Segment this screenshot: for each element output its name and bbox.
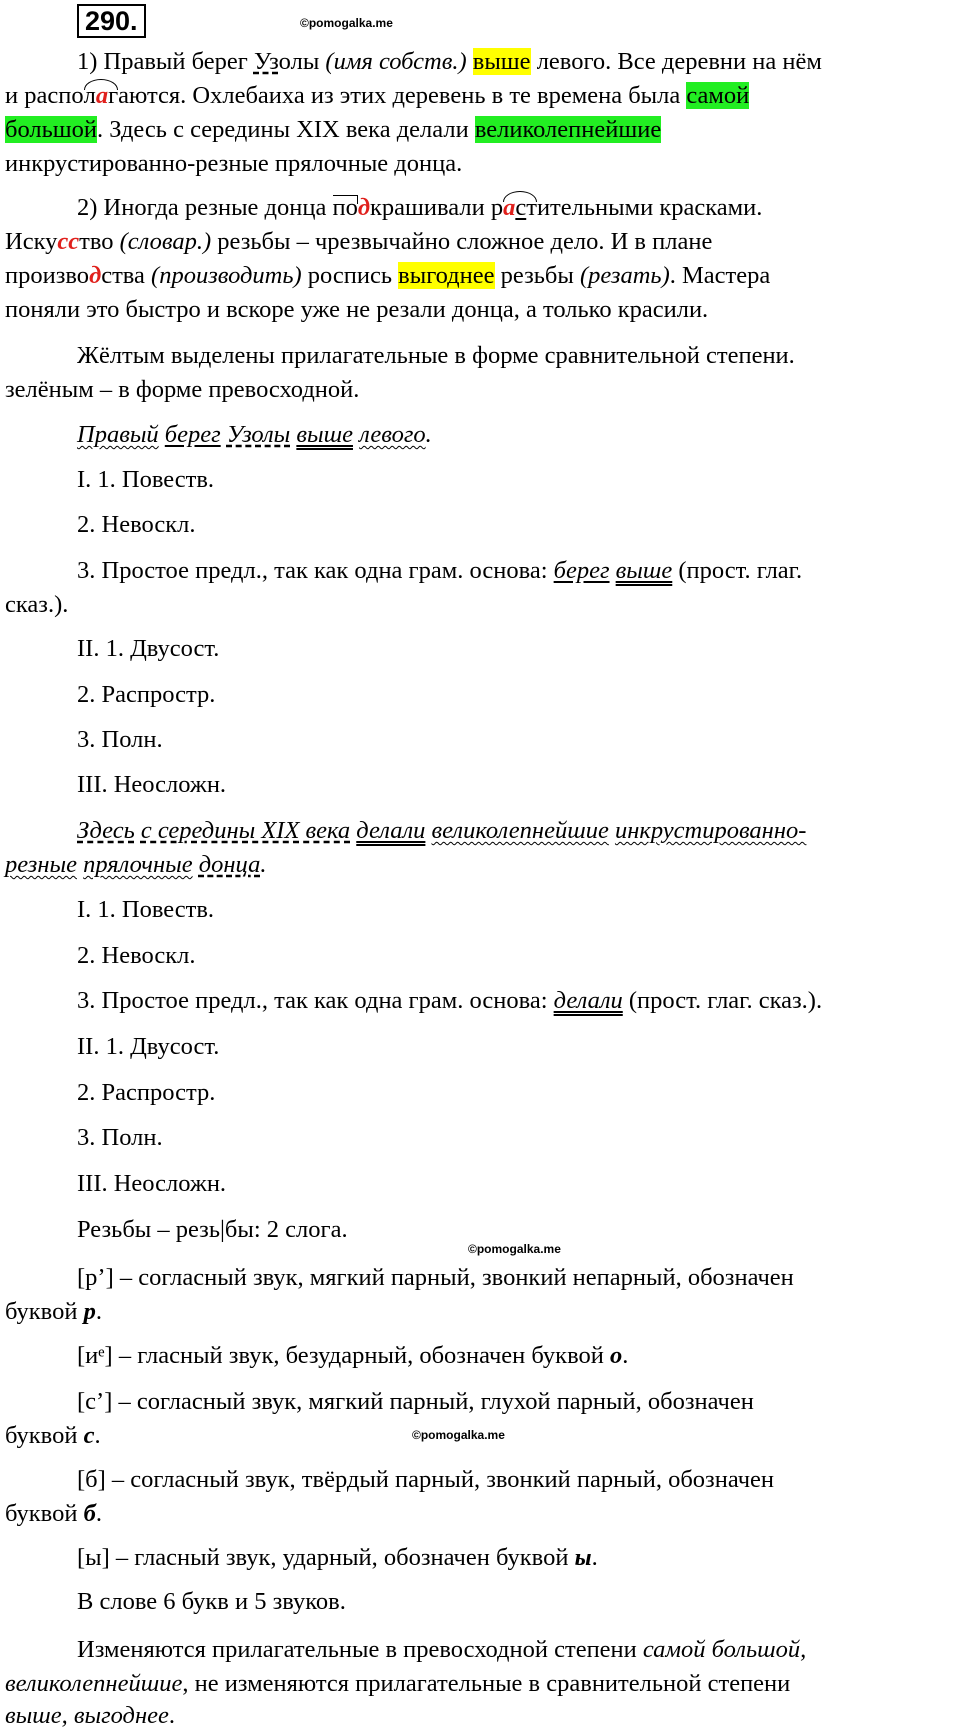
a2-item-5: 2. Распростр. (77, 1079, 216, 1106)
p2-line-1: 2) Иногда резные донца подкрашивали растительными красками. (77, 194, 763, 221)
final-line-3: выше, выгоднее. (5, 1702, 175, 1729)
a1-item-4: II. 1. Двусост. (77, 635, 220, 662)
watermark-top: ©pomogalka.me (300, 16, 393, 30)
p3-line-1: Жёлтым выделены прилагательные в форме сравнительной степени. (77, 342, 795, 369)
final-line-2: великолепнейшие, не изменяются прилагательные в сравнительной степени (5, 1670, 791, 1697)
sentence-2-line-1: Здесь с середины XIX века делали великолепнейшие инкрустированно- (77, 817, 807, 844)
p3-line-2: зелёным – в форме превосходной. (5, 376, 360, 403)
p1-line-4: инкрустированно-резные прялочные донца. (5, 150, 463, 177)
a2-item-4: II. 1. Двусост. (77, 1033, 220, 1060)
phon-summary: В слове 6 букв и 5 звуков. (77, 1588, 346, 1615)
highlight-comparative: выгоднее (398, 262, 495, 289)
predicate: делали (356, 817, 426, 844)
a2-item-1: I. 1. Повеств. (77, 896, 215, 923)
a2-item-2: 2. Невоскл. (77, 942, 196, 969)
p1-line-2: и располагаются. Охлебаиха из этих деревень в те времена была самой (5, 82, 750, 109)
a1-item-6: 3. Полн. (77, 726, 163, 753)
sentence-2-line-2: резные прялочные донца. (5, 851, 267, 878)
p2-line-3: производства (производить) роспись выгоднее резьбы (резать). Мастера (5, 262, 771, 289)
a1-item-3: 3. Простое предл., так как одна грам. основа: берег выше (прост. глаг. (77, 557, 803, 584)
p2-line-2: Искусство (словар.) резьбы – чрезвычайно сложное дело. И в плане (5, 228, 713, 255)
p1-line-1: 1) Правый берег Узолы (имя собств.) выше левого. Все деревни на нём (77, 48, 822, 75)
a1-item-3-cont: сказ.). (5, 591, 69, 618)
phon-row-4-cont: буквой б. (5, 1500, 102, 1527)
a2-item-3: 3. Простое предл., так как одна грам. основа: делали (прост. глаг. сказ.). (77, 987, 823, 1014)
prefix-mark: по (332, 194, 358, 221)
root-mark: лаг (83, 82, 119, 109)
final-line-1: Изменяются прилагательные в превосходной степени самой большой, (77, 1636, 807, 1663)
phon-row-3: [с’] – согласный звук, мягкий парный, глухой парный, обозначен (77, 1388, 754, 1415)
phon-row-5: [ы] – гласный звук, ударный, обозначен буквой ы. (77, 1544, 598, 1571)
a2-item-6: 3. Полн. (77, 1124, 163, 1151)
watermark-middle: ©pomogalka.me (468, 1242, 561, 1256)
exercise-number: 290. (77, 4, 146, 38)
highlight-superlative: самой (686, 82, 750, 109)
root-mark: аст (503, 194, 537, 221)
a1-item-7: III. Неосложн. (77, 771, 227, 798)
highlight-comparative: выше (472, 48, 531, 75)
a1-item-5: 2. Распростр. (77, 681, 216, 708)
a1-item-1: I. 1. Повеств. (77, 466, 215, 493)
phon-row-3-cont: буквой с. (5, 1422, 101, 1449)
p1-line-3: большой. Здесь с середины XIX века делали великолепнейшие (5, 116, 662, 143)
predicate: выше (296, 421, 353, 448)
p2-line-4: поняли это быстро и вскоре уже не резали донца, а только красили. (5, 296, 709, 323)
watermark-lower: ©pomogalka.me (412, 1428, 505, 1442)
phon-row-4: [б] – согласный звук, твёрдый парный, звонкий парный, обозначен (77, 1466, 775, 1493)
phonetic-title: Резьбы – резь|бы: 2 слога. (77, 1216, 348, 1243)
sentence-1: Правый берег Узолы выше левого. (77, 421, 432, 448)
highlight-superlative: великолепнейшие (474, 116, 662, 143)
phon-row-1: [р’] – согласный звук, мягкий парный, звонкий непарный, обозначен (77, 1264, 794, 1291)
phon-row-1-cont: буквой р. (5, 1298, 102, 1325)
a1-item-2: 2. Невоскл. (77, 511, 196, 538)
phon-row-2: [иᵉ] – гласный звук, безударный, обозначен буквой о. (77, 1342, 629, 1369)
subject: берег (164, 421, 221, 448)
a2-item-7: III. Неосложн. (77, 1170, 227, 1197)
